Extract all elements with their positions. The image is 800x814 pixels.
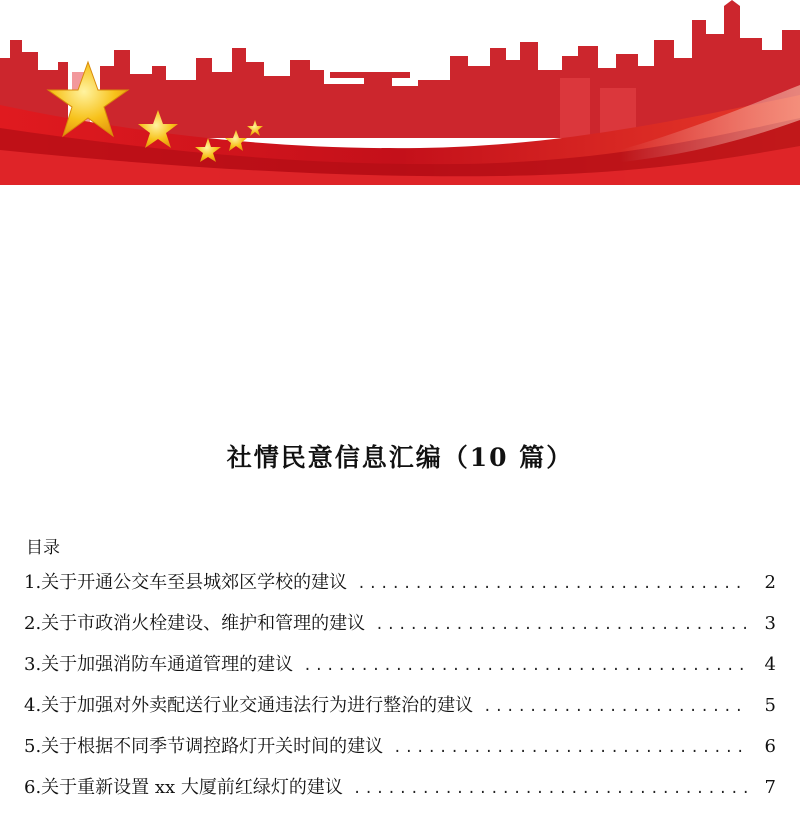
toc-entry-3[interactable] xyxy=(24,650,776,691)
toc-entry-label: 6.关于重新设置 xx 大厦前红绿灯的建议 xyxy=(24,777,343,798)
toc-page-number: 2 xyxy=(764,572,776,593)
toc-entry-1[interactable] xyxy=(24,568,776,609)
toc-heading: 目录 xyxy=(26,538,60,558)
toc-dot-leader xyxy=(353,781,748,797)
toc-dot-leader xyxy=(375,617,748,633)
toc-entry-5[interactable] xyxy=(24,732,776,773)
toc-dot-leader xyxy=(357,576,748,592)
toc-entry-label: 4.关于加强对外卖配送行业交通违法行为进行整治的建议 xyxy=(24,695,474,716)
toc-page-number: 7 xyxy=(764,777,776,798)
toc-entry-label: 5.关于根据不同季节调控路灯开关时间的建议 xyxy=(24,736,384,757)
table-of-contents xyxy=(24,568,776,814)
document-title: 社情民意信息汇编（10 篇） xyxy=(226,443,574,472)
toc-entry-label: 1.关于开通公交车至县城郊区学校的建议 xyxy=(24,572,348,593)
header-banner xyxy=(0,0,800,185)
toc-page-number: 5 xyxy=(764,695,776,716)
toc-page-number: 6 xyxy=(764,736,776,757)
toc-entry-4[interactable] xyxy=(24,691,776,732)
toc-dot-leader xyxy=(483,699,748,715)
toc-page-number: 4 xyxy=(764,654,776,675)
skyline-buildings xyxy=(0,0,800,138)
toc-page-number: 3 xyxy=(764,613,776,634)
toc-entry-label: 3.关于加强消防车通道管理的建议 xyxy=(24,654,294,675)
toc-entry-2[interactable] xyxy=(24,609,776,650)
toc-entry-6[interactable] xyxy=(24,773,776,814)
toc-entry-label: 2.关于市政消火栓建设、维护和管理的建议 xyxy=(24,613,366,634)
toc-dot-leader xyxy=(393,740,748,756)
city-skyline-illustration xyxy=(0,0,800,185)
toc-dot-leader xyxy=(303,658,748,674)
